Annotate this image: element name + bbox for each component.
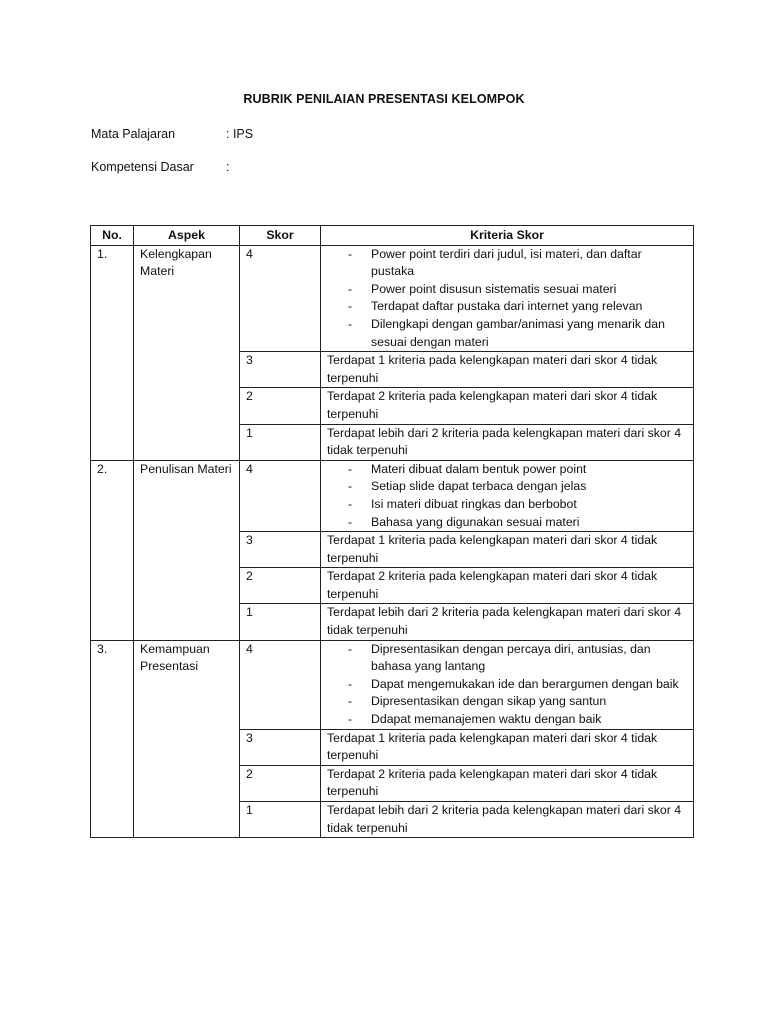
criteria-item: - Dipresentasikan dengan sikap yang santun <box>371 693 687 711</box>
header-skor: Skor <box>240 226 321 246</box>
score-cell: 2 <box>240 568 321 604</box>
meta-subject-row <box>91 127 253 141</box>
criteria-item: - Bahasa yang digunakan sesuai materi <box>371 514 687 532</box>
criteria-text: Terdapat lebih dari 2 kriteria pada kelengkapan materi dari skor 4 tidak terpenuhi <box>321 802 694 838</box>
header-no: No. <box>91 226 134 246</box>
table-header-row <box>91 226 694 246</box>
criteria-item: - Power point disusun sistematis sesuai materi <box>371 281 687 299</box>
criteria-item: - Ddapat memanajemen waktu dengan baik <box>371 711 687 729</box>
meta-subject-value: : IPS <box>226 127 254 141</box>
aspect-name: Penulisan Materi <box>134 460 240 640</box>
score-cell: 2 <box>240 388 321 424</box>
criteria-text: Terdapat lebih dari 2 kriteria pada kelengkapan materi dari skor 4 tidak terpenuhi <box>321 604 694 640</box>
rubric-table <box>90 225 694 838</box>
criteria-text: Terdapat 2 kriteria pada kelengkapan materi dari skor 4 tidak terpenuhi <box>321 568 694 604</box>
criteria-item: - Isi materi dibuat ringkas dan berbobot <box>371 496 687 514</box>
criteria-list-cell <box>321 245 694 352</box>
meta-competency-label: Kompetensi Dasar <box>91 160 194 174</box>
criteria-item: - Setiap slide dapat terbaca dengan jelas <box>371 478 687 496</box>
table-row <box>91 460 694 531</box>
aspect-number: 1. <box>91 245 134 460</box>
criteria-text: Terdapat 1 kriteria pada kelengkapan materi dari skor 4 tidak terpenuhi <box>321 729 694 765</box>
aspect-name: Kemampuan Presentasi <box>134 640 240 838</box>
page-title: RUBRIK PENILAIAN PRESENTASI KELOMPOK <box>243 92 525 106</box>
table-row <box>91 245 694 352</box>
criteria-text: Terdapat 1 kriteria pada kelengkapan materi dari skor 4 tidak terpenuhi <box>321 532 694 568</box>
header-kriteria-skor: Kriteria Skor <box>321 226 694 246</box>
criteria-text: Terdapat 1 kriteria pada kelengkapan materi dari skor 4 tidak terpenuhi <box>321 352 694 388</box>
criteria-item: - Dipresentasikan dengan percaya diri, antusias, dan bahasa yang lantang <box>371 641 687 676</box>
aspect-name: Kelengkapan Materi <box>134 245 240 460</box>
meta-competency-row <box>91 160 229 174</box>
score-cell: 3 <box>240 352 321 388</box>
criteria-text: Terdapat 2 kriteria pada kelengkapan materi dari skor 4 tidak terpenuhi <box>321 388 694 424</box>
criteria-text: Terdapat lebih dari 2 kriteria pada kelengkapan materi dari skor 4 tidak terpenuhi <box>321 424 694 460</box>
score-cell: 4 <box>240 245 321 352</box>
criteria-item: - Terdapat daftar pustaka dari internet yang relevan <box>371 298 687 316</box>
score-cell: 1 <box>240 802 321 838</box>
score-cell: 4 <box>240 460 321 531</box>
criteria-list-cell <box>321 460 694 531</box>
criteria-text: Terdapat 2 kriteria pada kelengkapan materi dari skor 4 tidak terpenuhi <box>321 765 694 801</box>
criteria-item: - Dapat mengemukakan ide dan berargumen dengan baik <box>371 676 687 694</box>
criteria-list-cell <box>321 640 694 729</box>
score-cell: 1 <box>240 424 321 460</box>
aspect-number: 2. <box>91 460 134 640</box>
criteria-item: - Materi dibuat dalam bentuk power point <box>371 461 687 479</box>
criteria-item: - Power point terdiri dari judul, isi materi, dan daftar pustaka <box>371 246 687 281</box>
criteria-list <box>327 246 687 352</box>
criteria-item: - Dilengkapi dengan gambar/animasi yang menarik dan sesuai dengan materi <box>371 316 687 351</box>
criteria-list <box>327 641 687 729</box>
table-row <box>91 640 694 729</box>
score-cell: 4 <box>240 640 321 729</box>
meta-competency-value: : <box>226 160 230 174</box>
header-aspek: Aspek <box>134 226 240 246</box>
score-cell: 3 <box>240 532 321 568</box>
score-cell: 3 <box>240 729 321 765</box>
meta-subject-label: Mata Palajaran <box>91 127 176 141</box>
aspect-number: 3. <box>91 640 134 838</box>
score-cell: 1 <box>240 604 321 640</box>
score-cell: 2 <box>240 765 321 801</box>
criteria-list <box>327 461 687 531</box>
